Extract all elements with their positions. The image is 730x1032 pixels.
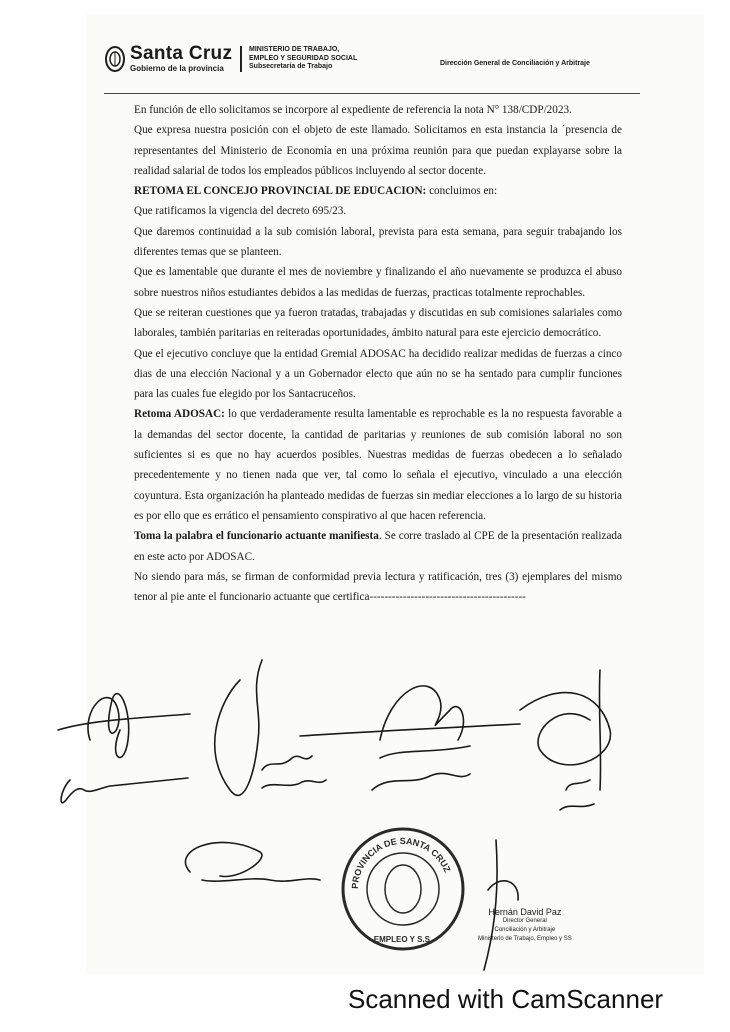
official-stamp-icon [338, 824, 468, 954]
letterhead [104, 44, 664, 84]
header-rule [104, 93, 640, 94]
brand-subtitle: Gobierno de la provincia [130, 64, 224, 73]
signature-2 [215, 660, 326, 795]
paragraph-text: . Se corre traslado al CPE de la presentación realizada en este acto por ADOSAC. [134, 530, 622, 563]
official-name: Hernán David Paz [488, 907, 562, 917]
paragraph: Que el ejecutivo concluye que la entidad Gremial ADOSAC ha decidido realizar medidas de fuerzas a cinco dias de una elección Nacional y a un Gobernador electo que aún no se ha sentado para cumplir funciones para las cuales fue elegido por los Santacruceños. [134, 347, 622, 401]
ministry-line: Subsecretaría de Trabajo [249, 63, 333, 70]
official-role: Ministerio de Trabajo, Empleo y SS [478, 936, 572, 942]
paragraph: No siendo para más, se firman de conformidad previa lectura y ratificación, tres (3) ejemplares del mismo tenor al pie ante el funcionario actuante que certifica------------------------------------------ [134, 570, 622, 604]
section-heading: Retoma ADOSAC: [134, 408, 225, 421]
paragraph-text: concluimos en: [426, 185, 498, 198]
document-body [134, 100, 622, 607]
signature-5 [185, 842, 320, 881]
paragraph [134, 404, 622, 526]
scanner-watermark: Scanned with CamScanner [348, 984, 664, 1014]
signature-6 [484, 840, 518, 970]
signature-4 [520, 670, 610, 810]
signature-1 [58, 694, 190, 803]
ministry-line: EMPLEO Y SEGURIDAD SOCIAL [249, 54, 358, 62]
paragraph: Que expresa nuestra posición con el objeto de este llamado. Solicitamos en esta instancia la ´presencia de representantes del Ministerio de Economía en una próxima reunión para que puedan explayarse sobre la realidad salarial de todos los empleados públicos incluyendo al sector docente. [134, 124, 622, 177]
direccion-label: Dirección General de Conciliación y Arbitraje [440, 60, 590, 67]
paragraph: Que es lamentable que durante el mes de noviembre y finalizando el año nuevamente se produzca el abuso sobre nuestros niños estudiantes debidos a las medidas de fuerzas, practicas totalmente reprochables. [134, 266, 622, 299]
paragraph-text: lo que verdaderamente resulta lamentable es reprochable es la no respuesta favorable a la demandas del sector docente, la cantidad de paritarias y reuniones de sub comisión laboral no son suficientes si es que no hay acuerdos posibles. Nuestras medidas de fuerzas obedecen a lo señalado precedentemente y no tienen nada que ver, tal como lo señala el ejecutivo, vinculado a una elección coyuntura. Esta organización ha planteado medidas de fuerzas sin mediar elecciones a lo largo de su historia es por ello que es errático el pensamiento conspirativo al que hacen referencia. [134, 408, 622, 522]
paragraph: En función de ello solicitamos se incorpore al expediente de referencia la nota N° 138/CDP/2023. [134, 104, 572, 116]
brand [130, 44, 232, 74]
brand-name: Santa Cruz [130, 43, 233, 64]
official-signature-block [478, 908, 572, 944]
section-heading: RETOMA EL CONCEJO PROVINCIAL DE EDUCACION: [134, 185, 427, 198]
stamp-text: PROVINCIA DE SANTA CRUZ [349, 835, 453, 890]
paragraph [134, 181, 622, 201]
province-seal-icon [104, 44, 126, 74]
header-divider [240, 46, 242, 72]
paragraph: Que se reiteran cuestiones que ya fueron tratadas, trabajadas y discutidas en sub comisiones salariales como laborales, también paritarias en reiteradas oportunidades, ámbito natural para este ejercicio democrático. [134, 306, 622, 340]
ministry-line: MINISTERIO DE TRABAJO, [249, 46, 340, 53]
ministry-block [249, 46, 357, 72]
official-role: Conciliación y Arbitraje [494, 927, 556, 933]
section-heading: Toma la palabra el funcionario actuante manifiesta [134, 530, 379, 543]
paragraph [134, 526, 622, 567]
paragraph: Que ratificamos la vigencia del decreto 695/23. [134, 205, 347, 218]
signature-3 [300, 686, 520, 790]
official-role: Director General [502, 918, 547, 924]
paragraph: Que daremos continuidad a la sub comisión laboral, prevista para esta semana, para seguir trabajando los diferentes temas que se planteen. [134, 225, 622, 259]
stamp-bottom-text: EMPLEO Y S.S. [373, 935, 433, 944]
